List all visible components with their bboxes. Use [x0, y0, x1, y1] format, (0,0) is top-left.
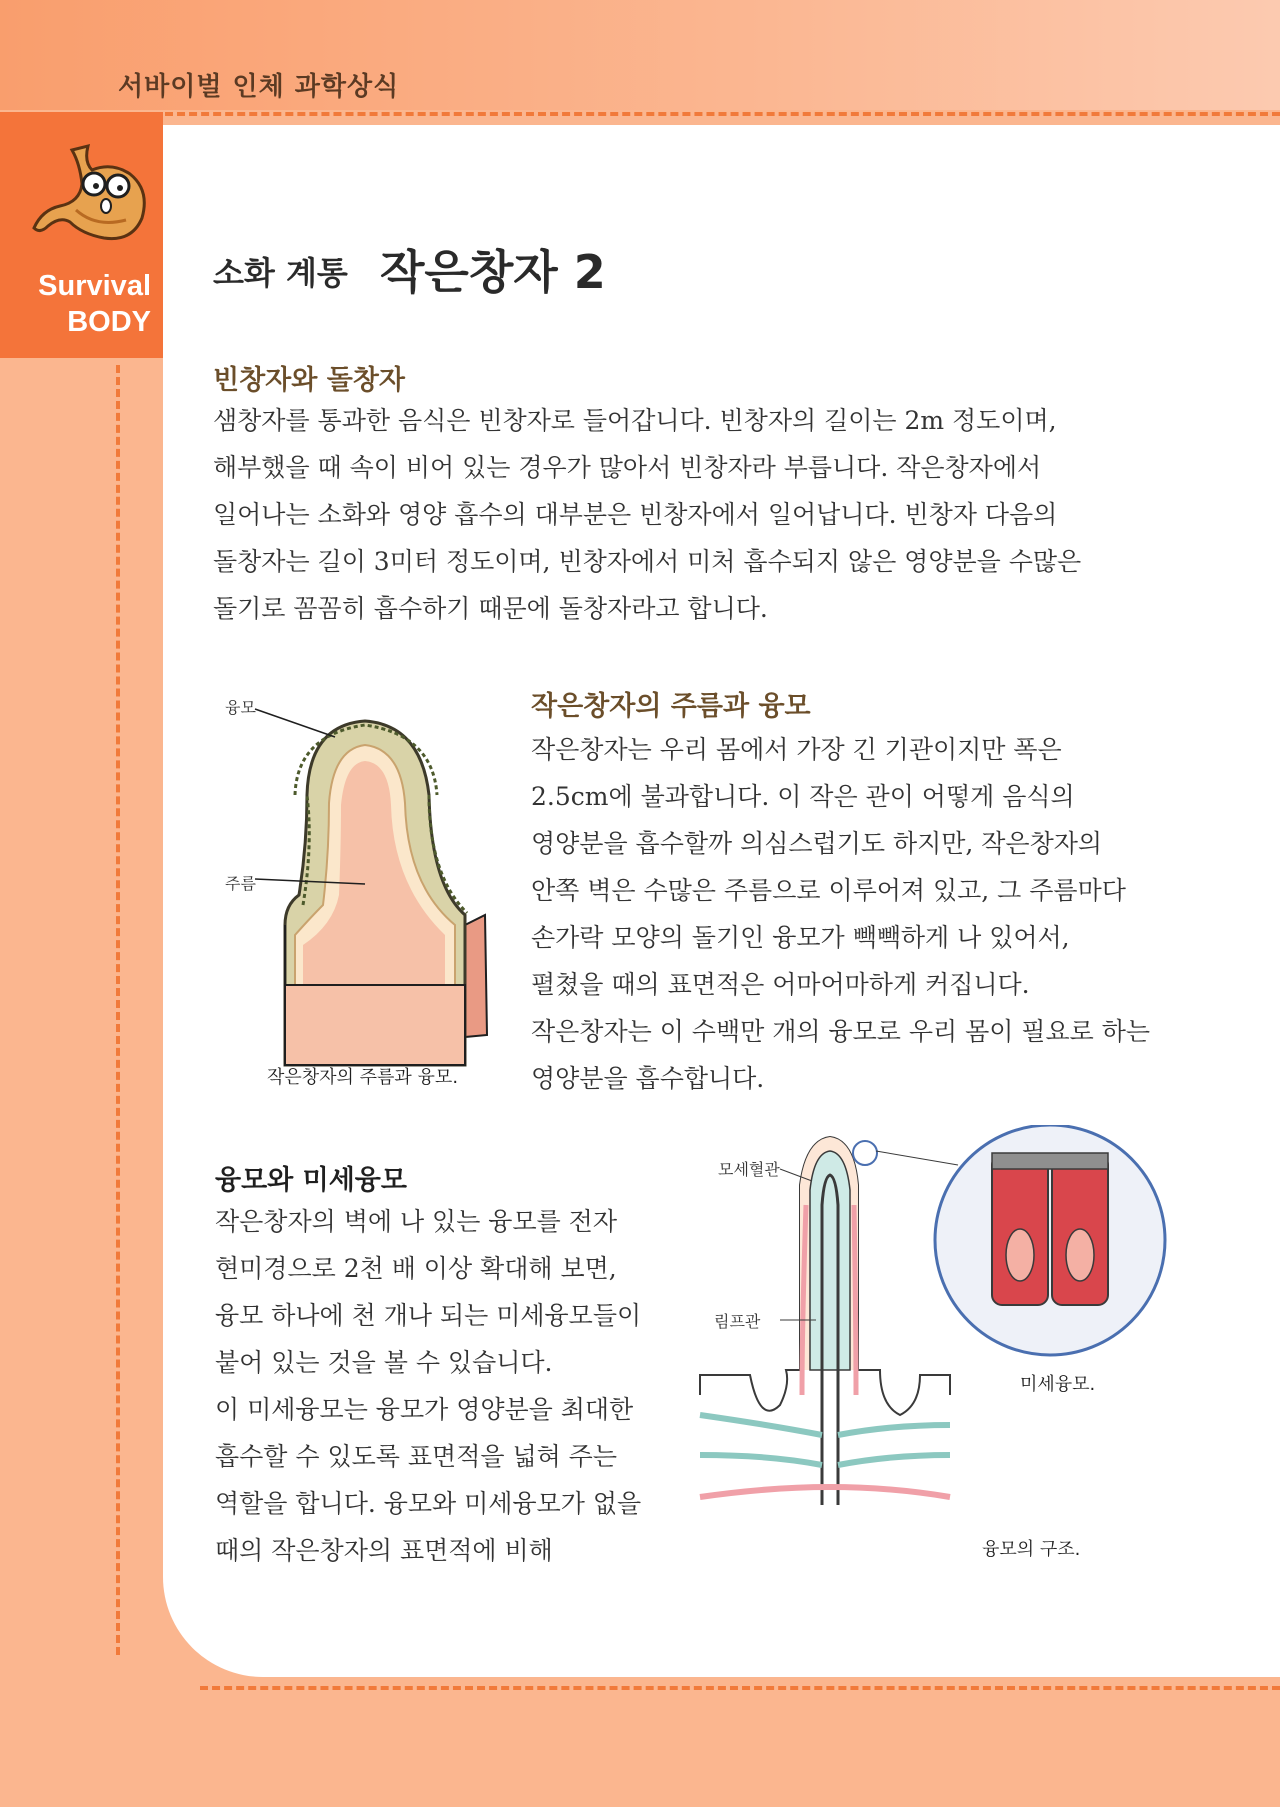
section2-line: 손가락 모양의 돌기인 융모가 빽빽하게 나 있어서, — [531, 923, 1070, 952]
section3-paragraph — [215, 1198, 641, 1574]
stomach-mascot-icon — [26, 140, 156, 260]
section2-heading: 작은창자의 주름과 융모 — [531, 691, 811, 722]
label-lymph: 림프관 — [714, 1312, 761, 1331]
section2-line: 펼쳤을 때의 표면적은 어마어마하게 커집니다. — [531, 970, 1030, 999]
left-dashed-rule — [116, 365, 120, 1655]
title-prefix: 소화 계통 — [213, 254, 348, 292]
bottom-dashed-rule — [200, 1686, 1280, 1690]
figure1-caption: 작은창자의 주름과 융모. — [267, 1067, 459, 1088]
label-villus: 융모 — [225, 698, 256, 717]
section2-line: 영양분을 흡수합니다. — [531, 1064, 765, 1093]
section1-paragraph — [213, 397, 1081, 632]
section3-line: 이 미세융모는 융모가 영양분을 최대한 — [215, 1395, 634, 1424]
section2-line: 작은창자는 이 수백만 개의 융모로 우리 몸이 필요로 하는 — [531, 1017, 1151, 1046]
section1-line: 해부했을 때 속이 비어 있는 경우가 많아서 빈창자라 부릅니다. 작은창자에서 — [213, 453, 1042, 482]
villus-structure-illustration — [690, 1125, 1190, 1565]
badge-line-1: Survival — [38, 270, 151, 302]
section2-line: 2.5cm에 불과합니다. 이 작은 관이 어떻게 음식의 — [531, 782, 1075, 811]
badge-line-2: BODY — [67, 306, 151, 338]
survival-body-badge — [0, 112, 163, 358]
fold-villi-figure — [215, 685, 495, 1088]
figure2-caption: 융모의 구조. — [982, 1539, 1081, 1560]
section3-line: 역할을 합니다. 융모와 미세융모가 없을 — [215, 1489, 642, 1518]
section3-line: 융모 하나에 천 개나 되는 미세융모들이 — [215, 1301, 642, 1330]
section2-line: 작은창자는 우리 몸에서 가장 긴 기관이지만 폭은 — [531, 735, 1062, 764]
section2-line: 안쪽 벽은 수많은 주름으로 이루어져 있고, 그 주름마다 — [531, 876, 1126, 905]
section3-line: 현미경으로 2천 배 이상 확대해 보면, — [215, 1254, 617, 1283]
villus-structure-figure — [690, 1125, 1190, 1565]
section3-line: 붙어 있는 것을 볼 수 있습니다. — [215, 1348, 553, 1377]
running-head: 서바이벌 인체 과학상식 — [118, 72, 400, 102]
section1-line: 돌창자는 길이 3미터 정도이며, 빈창자에서 미처 흡수되지 않은 영양분을 수많은 — [213, 547, 1082, 576]
section3-line: 작은창자의 벽에 나 있는 융모를 전자 — [215, 1207, 617, 1236]
page-title: 작은창자 2 — [380, 245, 606, 299]
section3-line: 흡수할 수 있도록 표면적을 넓혀 주는 — [215, 1442, 617, 1471]
section1-line: 돌기로 꼼꼼히 흡수하기 때문에 돌창자라고 합니다. — [213, 594, 768, 623]
fold-villi-illustration — [215, 685, 495, 1085]
section3-heading: 융모와 미세융모 — [215, 1165, 407, 1196]
section3-line: 때의 작은창자의 표면적에 비해 — [215, 1536, 553, 1565]
top-dashed-rule — [165, 112, 1280, 116]
section2-line: 영양분을 흡수할까 의심스럽기도 하지만, 작은창자의 — [531, 829, 1103, 858]
label-capillary: 모세혈관 — [718, 1160, 780, 1179]
figure2-micro-caption: 미세융모. — [1020, 1374, 1096, 1395]
section1-line: 일어나는 소화와 영양 흡수의 대부분은 빈창자에서 일어납니다. 빈창자 다음의 — [213, 500, 1058, 529]
label-fold: 주름 — [225, 874, 256, 893]
section1-heading: 빈창자와 돌창자 — [213, 365, 405, 396]
section1-line: 샘창자를 통과한 음식은 빈창자로 들어갑니다. 빈창자의 길이는 2m 정도이며, — [213, 406, 1057, 435]
section2-paragraph — [531, 726, 1150, 1102]
